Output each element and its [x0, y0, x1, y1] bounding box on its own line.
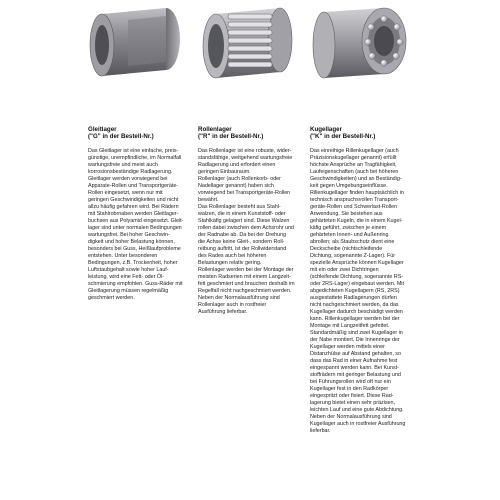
kugellager-description: Das einreihige Rillenkugellager (auch Präzisionskugellager genannt) erfüllt höchste Ansprüche an Tragfähigkeit, Laufeigenschaften (auch bei höheren Geschwindigkeiten) und an Beständig- keit gegen Umgebungseinflüsse. Rillenkugellager finden hauptsächlich in technisch anspruchsvollen Transport- geräte-Rollen und Schwerlast-Rollen Anwendung. Sie bestehen aus gehärteten Kugeln, die in einem Kugel- käfig geführt, zwischen je einem gehärteten Innen- und Außenring abrollen; als Staubschutz dient eine Deckscheibe (nichtschleifende Dichtung, sogenannte Z-Lager). Für spezielle Ansprüche können Kugellager mit ein oder zwei Dichtringen (schleifende Dichtung, sogenannte RS- oder 2RS-Lager) eingebaut werden. Mit abgedichteten Kugellagern (RS, 2RS) ausgestattete Radlagerungen dürfen nicht nachgeschmiert werden, da das Kugellager dadurch beschädigt werden kann. Rillenkugellager werden bei der Montage mit Langzeitfett gefettet. Standardmäßig sind zwei Kugellager in der Nabe montiert. Die Innenringe der Kugellager werden mittels einer Distanzhülse auf Abstand gehalten, so dass das Rad in einer Aufnahme fest eingespannt werden kann. Bei Kunst- stoffrädern mit geringer Belastung und bei Führungsrollen wird oft nur ein Kugellager fest in den Radkörper eingespritzt oder fixiert. Diese Rad- lagerung bietet einen sehr präzisen, leichten Lauf und eine gute Abdichtung. Neben der Normalausführung sind Kugellager auch in rostfreier Ausführung lieferbar.	[310, 148, 406, 435]
rollenlager-description: Das Rollenlager ist eine robuste, wider- standsfähige, weitgehend wartungsfreie Radlagerung und erfordert einen geringen Einbauraum. Rollenlager (auch Rollenkorb- oder Nadellager genannt) haben sich vorwiegend bei Transportgeräte-Rollen bewährt. Das Rollenlager besteht aus Stahl- walzen, die in einem Kunststoff- oder Stahlkäfig gelagert sind. Diese Walzen rollen dabei zwischen dem Achsrohr und der Radnabe ab. Da bei der Drehung die Achse keine Gleit-, sondern Roll- reibung auftritt, ist der Rollwiderstand des Rades auch bei höheren Belastungen relativ gering. Rollenlager werden bei der Montage der meisten Radserien mit einem Langzeit- fett geschmiert und brauchen deshalb im Regelfall nicht nachgeschmiert werden. Neben der Normalausführung sind Rollenlager auch in rostfreier Ausführung lieferbar.	[198, 148, 295, 316]
gleitlager-illustration	[82, 0, 194, 82]
kugellager-subtitle: ("K" in der Bestell-Nr.)	[310, 133, 376, 141]
gleitlager-title: Gleitlager	[88, 126, 117, 133]
kugellager-title: Kugellager	[310, 126, 342, 133]
gleitlager-column	[88, 126, 188, 302]
rollenlager-title: Rollenlager	[198, 126, 232, 133]
gleitlager-description: Das Gleitlager ist eine einfache, preis- günstige, unempfindliche, im Normalfall wartungsfreie und meist auch korrosionsbeständige Radlagerung. Gleitlager werden vorwiegend bei Apparate-Rollen und Transportgeräte- Rollen eingesetzt, wenn nur mit geringen Geschwindigkeiten und nicht allzu häufig gefahren wird. Bei Rädern mit Stahlrobrnaben werden Gleitlager- buchsen aus Polyamid eingesetzt. Gleit- lager sind unter normalen Bedingungen wartungsfrei. Bei hoher Geschwin- digkeit und hoher Belastung können, besonders bei Guss, Heißlaufprobleme entstehen. Unter besonderen Bedingungen, z.B. Trockenheit, hoher Luftstaubgehalt sowie hoher Lauf- leistung, wird eine Fett- oder Öl- schmierung empfohlen. Guss-Räder mit Gleitlagerung müssen regelmäßig geschmiert werden.	[88, 148, 184, 302]
rollenlager-illustration	[194, 0, 306, 82]
kugellager-illustration	[304, 0, 416, 82]
rollenlager-column	[198, 126, 304, 316]
gleitlager-subtitle: ("G" in der Bestell-Nr.)	[88, 133, 154, 141]
rollenlager-subtitle: ("R" in der Bestell-Nr.)	[198, 133, 264, 141]
kugellager-column	[310, 126, 412, 435]
